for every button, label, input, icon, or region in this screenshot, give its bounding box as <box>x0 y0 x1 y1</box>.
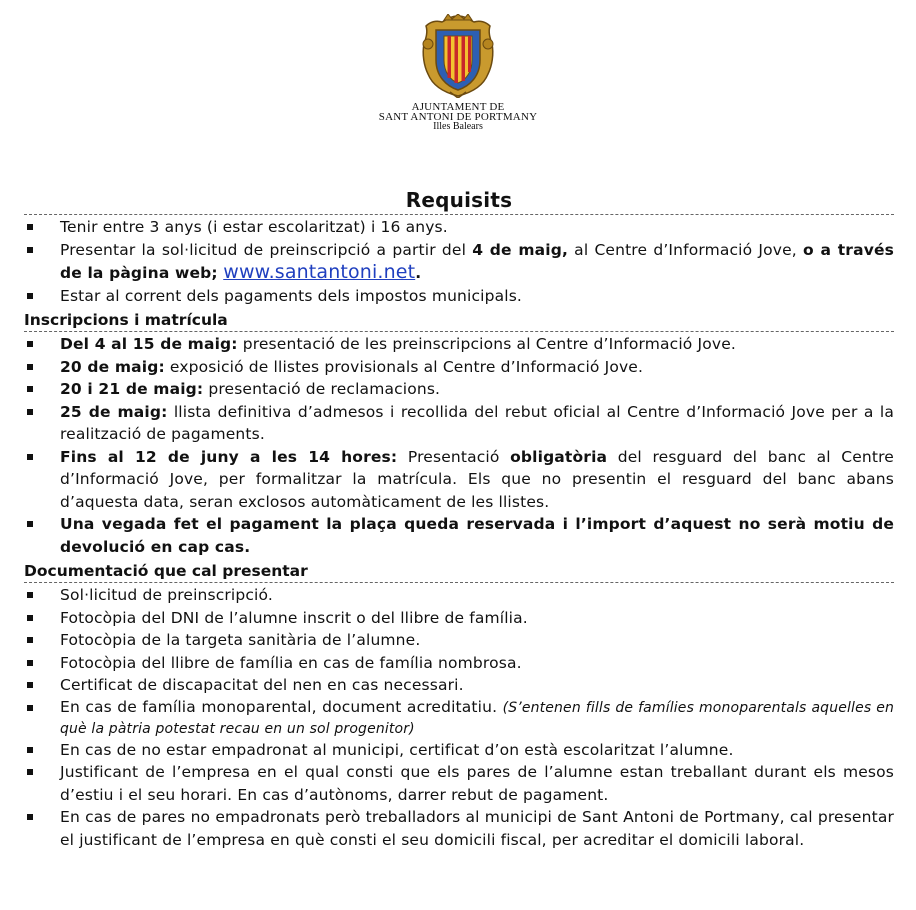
item-text: Presentar la sol·licitud de preinscripció a partir del <box>60 240 473 259</box>
documentacio-list <box>24 584 894 851</box>
item-text: Justificant de l’empresa en el qual consti que els pares de l’alumne estan treballant durant els mesos d’estiu i el seu horari. En cas d’autònoms, darrer rebut de pagament. <box>60 763 894 804</box>
item-date: 4 de maig, <box>472 240 568 259</box>
item-note: (S’entenen fills de famílies monoparentals aquelles en què la pàtria potestat recau en un sol progenitor) <box>60 699 895 737</box>
bullet-icon <box>27 769 33 775</box>
bullet-icon <box>27 682 33 688</box>
document-body <box>24 186 894 853</box>
item-text: Estar al corrent dels pagaments dels impostos municipals. <box>60 286 523 305</box>
bullet-icon <box>27 293 33 299</box>
bullet-icon <box>27 747 33 753</box>
item-text: Presentació <box>397 447 511 466</box>
list-item <box>24 674 894 697</box>
item-text: Certificat de discapacitat del nen en cas necessari. <box>60 676 464 694</box>
item-text: Fotocòpia del DNI de l’alumne inscrit o del llibre de família. <box>60 608 528 627</box>
list-item <box>24 216 894 239</box>
list-item <box>24 629 894 652</box>
item-text-bold: Una vegada fet el pagament la plaça queda reservada i l’import d’aquest no serà motiu de devolució en cap cas. <box>60 515 894 556</box>
list-item <box>24 739 894 762</box>
list-item <box>24 285 894 308</box>
section-heading-documentacio: Documentació que cal presentar <box>24 562 308 580</box>
page-title: Requisits <box>405 188 513 212</box>
item-text: del resguard del banc al Centre d’Informació Jove, per formalitzar la matrícula. Els que no presentin el resguard del banc abans d’aquesta data, seran exclosos automàticament de les llistes. <box>60 447 894 511</box>
council-name <box>0 102 916 132</box>
bullet-icon <box>27 615 33 621</box>
item-date: 25 de maig: <box>60 402 168 421</box>
divider <box>24 582 894 583</box>
item-text: exposició de llistes provisionals al Centre d’Informació Jove. <box>164 357 644 376</box>
council-line-1: AJUNTAMENT DE <box>411 101 505 113</box>
item-text-bold: o a través de la pàgina web; <box>60 240 894 282</box>
list-item <box>24 446 894 514</box>
item-date: Del 4 al 15 de maig: <box>60 335 238 353</box>
coat-of-arms-icon <box>420 14 496 98</box>
bullet-icon <box>27 521 33 527</box>
item-text: al Centre d’Informació Jove, <box>568 240 804 259</box>
item-date: Fins al 12 de juny a les 14 hores: <box>60 447 398 466</box>
list-item <box>24 697 894 739</box>
item-text: presentació de les preinscripcions al Centre d’Informació Jove. <box>237 335 736 353</box>
list-item <box>24 607 894 630</box>
bullet-icon <box>27 409 33 415</box>
list-item <box>24 378 894 401</box>
bullet-icon <box>27 592 33 598</box>
item-text: . <box>415 264 422 282</box>
list-item <box>24 652 894 675</box>
bullet-icon <box>27 705 33 711</box>
bullet-icon <box>27 247 33 253</box>
list-item <box>24 239 894 285</box>
item-text: llista definitiva d’admesos i recollida del rebut oficial al Centre d’Informació Jove per a la realització de pagaments. <box>60 402 894 443</box>
list-item <box>24 761 894 806</box>
divider <box>24 331 894 332</box>
section-heading-inscripcions: Inscripcions i matrícula <box>24 311 228 329</box>
council-line-2: SANT ANTONI DE PORTMANY <box>378 111 538 123</box>
item-text: Tenir entre 3 anys (i estar escolaritzat) i 16 anys. <box>60 218 448 236</box>
list-item <box>24 356 894 379</box>
bullet-icon <box>27 660 33 666</box>
item-text-bold: obligatòria <box>510 447 608 466</box>
letterhead <box>0 14 916 132</box>
divider <box>24 214 894 215</box>
item-date: 20 i 21 de maig: <box>60 380 204 398</box>
item-text: Fotocòpia del llibre de família en cas de família nombrosa. <box>60 653 522 672</box>
council-line-3: Illes Balears <box>433 121 483 132</box>
bullet-icon <box>27 364 33 370</box>
list-item <box>24 333 894 356</box>
list-item <box>24 401 894 446</box>
bullet-icon <box>27 341 33 347</box>
item-text: Fotocòpia de la targeta sanitària de l’alumne. <box>60 631 421 649</box>
bullet-icon <box>27 224 33 230</box>
bullet-icon <box>27 454 33 460</box>
inscripcions-list <box>24 333 894 558</box>
list-item <box>24 513 894 558</box>
requisits-list <box>24 216 894 307</box>
item-text: En cas de no estar empadronat al municipi, certificat d’on està escolaritzat l’alumne. <box>60 740 734 759</box>
item-text: En cas de pares no empadronats però treballadors al municipi de Sant Antoni de Portmany, cal presentar el justificant de l’empresa en què consti el seu domicili fiscal, per acreditar el domicili laboral. <box>60 808 894 849</box>
item-date: 20 de maig: <box>60 357 165 376</box>
list-item <box>24 806 894 851</box>
bullet-icon <box>27 386 33 392</box>
list-item <box>24 584 894 607</box>
item-text: En cas de família monoparental, document acreditatiu. <box>60 697 503 716</box>
bullet-icon <box>27 637 33 643</box>
website-link[interactable]: www.santantoni.net <box>223 261 416 283</box>
item-text: presentació de reclamacions. <box>203 380 441 398</box>
bullet-icon <box>27 814 33 820</box>
item-text: Sol·licitud de preinscripció. <box>60 586 273 604</box>
